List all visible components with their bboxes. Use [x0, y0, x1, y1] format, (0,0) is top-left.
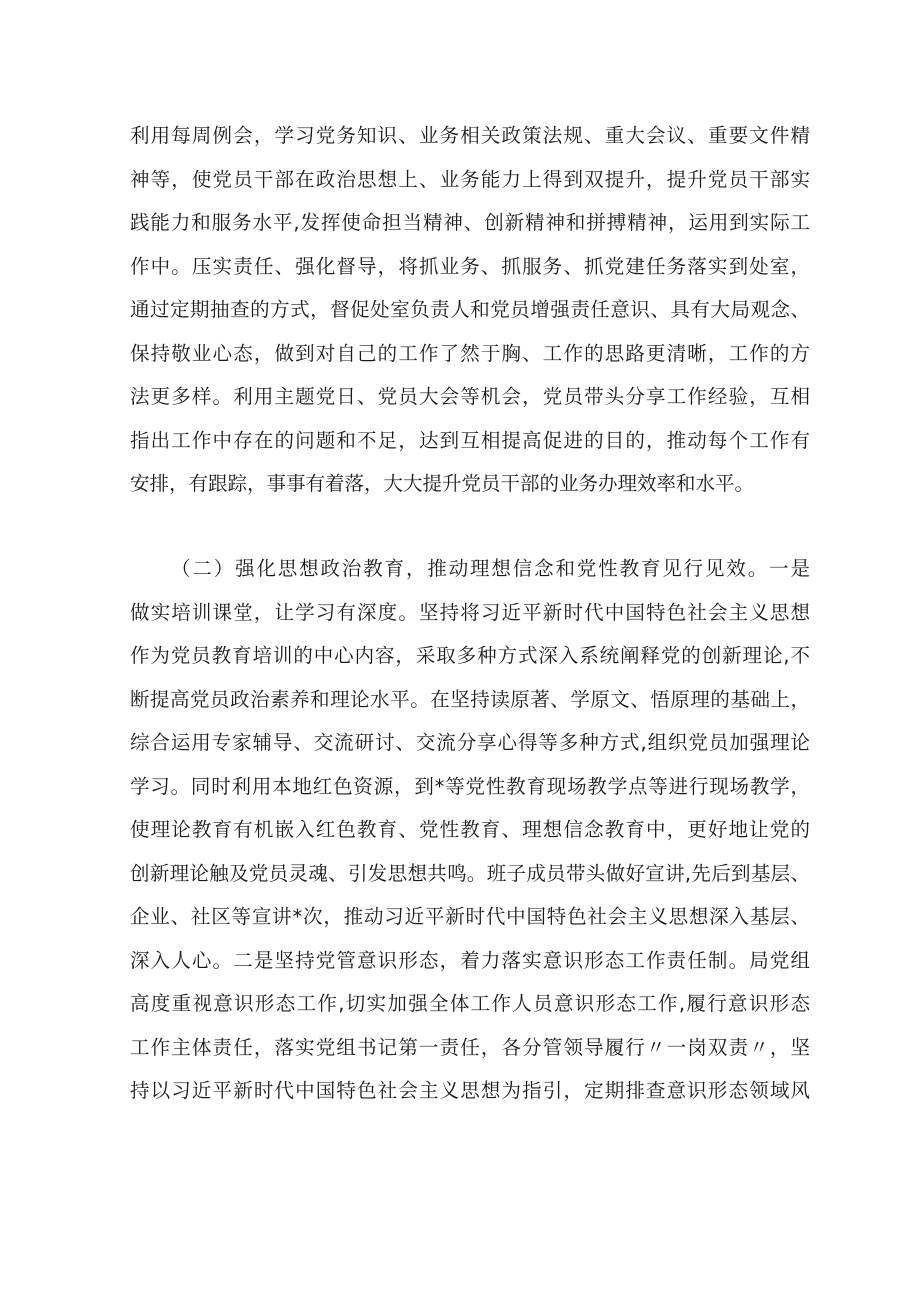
paragraph-work-responsibility	[130, 114, 810, 506]
section-heading-line: （二）强化思想政治教育，推动理想信念和党性教育见行见效。一是	[171, 557, 810, 580]
text-line: 深入人心。二是坚持党管意识形态，着力落实意识形态工作责任制。局党组	[130, 948, 810, 972]
text-line: 保持敬业心态，做到对自己的工作了然于胸、工作的思路更清晰，工作的方	[130, 341, 810, 365]
text-line: 指出工作中存在的问题和不足，达到互相提高促进的目的，推动每个工作有	[130, 428, 810, 452]
text-line: 通过定期抽查的方式，督促处室负责人和党员增强责任意识、具有大局观念、	[130, 298, 810, 321]
text-line: 综合运用专家辅导、交流研讨、交流分享心得等多种方式,组织党员加强理论	[130, 731, 810, 754]
text-line: 持以习近平新时代中国特色社会主义思想为指引，定期排查意识形态领域风	[130, 1079, 810, 1102]
text-line: 法更多样。利用主题党日、党员大会等机会，党员带头分享工作经验，互相	[130, 385, 810, 408]
text-line: 作中。压实责任、强化督导，将抓业务、抓服务、抓党建任务落实到处室，	[130, 254, 810, 278]
text-line: 高度重视意识形态工作,切实加强全体工作人员意识形态工作,履行意识形态	[130, 992, 810, 1015]
text-line: 使理论教育有机嵌入红色教育、党性教育、理想信念教育中，更好地让党的	[130, 818, 810, 841]
text-line: 安排，有跟踪，事事有着落，大大提升党员干部的业务办理效率和水平。	[130, 472, 755, 495]
text-line: 作为党员教育培训的中心内容，采取多种方式深入系统阐释党的创新理论,不	[130, 644, 810, 667]
text-line: 践能力和服务水平,发挥使命担当精神、创新精神和拼搏精神，运用到实际工	[130, 211, 810, 234]
paragraph-political-education	[130, 547, 810, 1113]
text-line: 工作主体责任，落实党组书记第一责任，各分管领导履行〃一岗双责〃，坚	[130, 1035, 810, 1059]
text-line: 利用每周例会，学习党务知识、业务相关政策法规、重大会议、重要文件精	[130, 124, 810, 147]
text-line: 断提高党员政治素养和理论水平。在坚持读原著、学原文、悟原理的基础上，	[130, 687, 810, 711]
text-line: 做实培训课堂，让学习有深度。坚持将习近平新时代中国特色社会主义思想	[130, 600, 810, 624]
text-line: 神等，使党员干部在政治思想上、业务能力上得到双提升，提升党员干部实	[130, 167, 810, 191]
text-line: 企业、社区等宣讲*次，推动习近平新时代中国特色社会主义思想深入基层、	[130, 905, 810, 928]
text-line: 创新理论触及党员灵魂、引发思想共鸣。班子成员带头做好宣讲,先后到基层、	[130, 861, 810, 885]
text-line: 学习。同时利用本地红色资源，到*等党性教育现场教学点等进行现场教学，	[130, 774, 810, 798]
